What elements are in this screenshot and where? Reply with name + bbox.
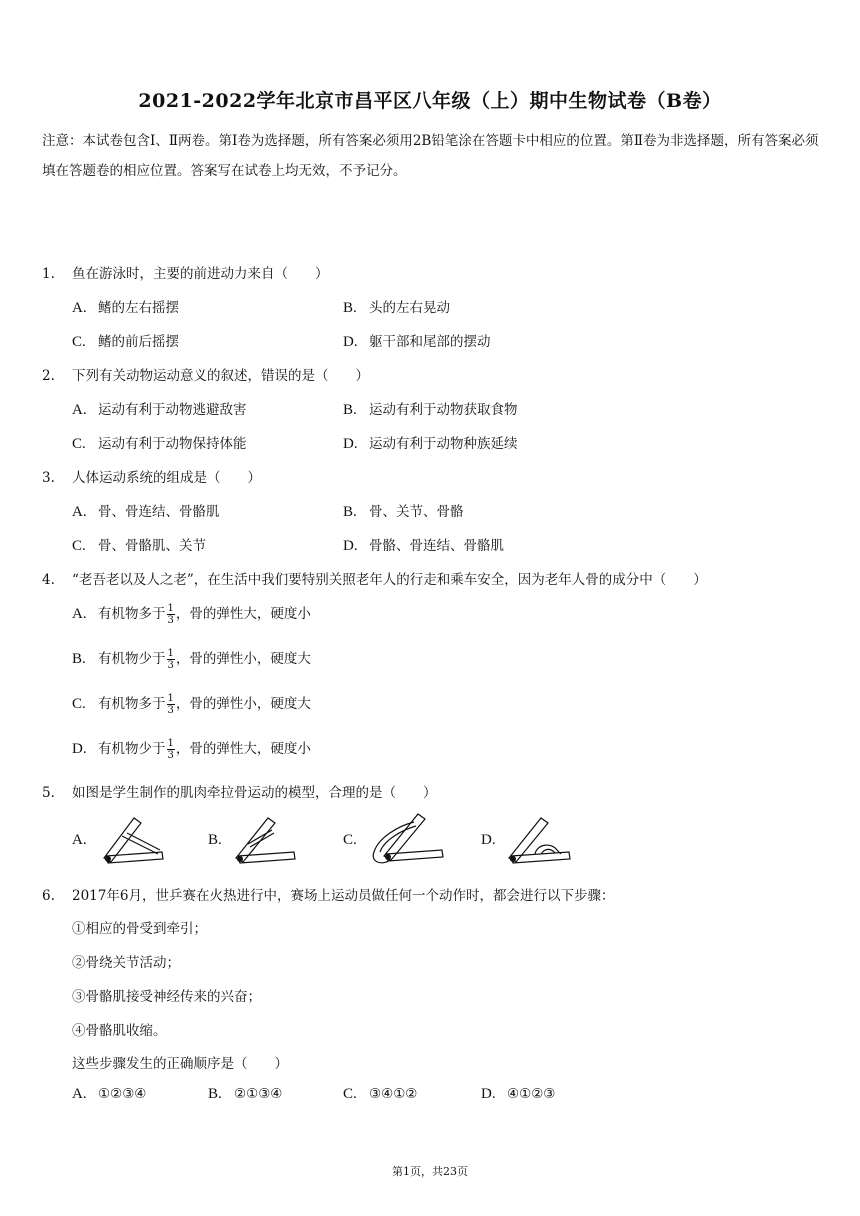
- joint-icon: [237, 856, 243, 862]
- option-2d[interactable]: D. 运动有利于动物种族延续: [343, 436, 518, 452]
- question-stem: 2017年6月，世乒赛在火热进行中，赛场上运动员做任何一个动作时，都会进行以下步骤：: [72, 888, 615, 904]
- option-1c[interactable]: C. 鳍的前后摇摆: [72, 334, 179, 350]
- fraction-one-third: $\frac{1}{3}$: [167, 693, 174, 716]
- option-2c[interactable]: C. 运动有利于动物保持体能: [72, 436, 247, 452]
- option-4b[interactable]: B. 有机物少于 $\frac{1}{3}$ ，骨的弹性小，硬度大: [72, 648, 311, 671]
- option-3a[interactable]: A. 骨、骨连结、骨骼肌: [72, 504, 220, 520]
- page-footer: 第1页，共23页: [392, 1165, 468, 1178]
- option-5c[interactable]: C.: [343, 832, 357, 848]
- option-4d[interactable]: D. 有机物少于 $\frac{1}{3}$ ，骨的弹性大，硬度小: [72, 738, 311, 761]
- question-5: [42, 781, 437, 801]
- option-6a[interactable]: A. ①②③④: [72, 1086, 147, 1102]
- option-1a[interactable]: A. 鳍的左右摇摆: [72, 300, 179, 316]
- question-number: 4.: [42, 572, 55, 588]
- option-3d[interactable]: D. 骨骼、骨连结、骨骼肌: [343, 538, 504, 554]
- joint-icon: [510, 856, 516, 862]
- option-3c[interactable]: C. 骨、骨骼肌、关节: [72, 538, 206, 554]
- option-6c[interactable]: C. ③④①②: [343, 1086, 418, 1102]
- step-4: ④骨骼肌收缩。: [72, 1023, 167, 1039]
- question-stem: 下列有关动物运动意义的叙述，错误的是（ ）: [72, 368, 369, 384]
- option-3b[interactable]: B. 骨、关节、骨骼: [343, 504, 464, 520]
- muscle-a: [122, 836, 158, 854]
- question-6: [42, 884, 614, 904]
- question-number: 5.: [42, 785, 55, 801]
- fraction-one-third: $\frac{1}{3}$: [167, 648, 174, 671]
- option-2b[interactable]: B. 运动有利于动物获取食物: [343, 402, 518, 418]
- muscle-model-a-figure: [100, 814, 166, 868]
- question-number: 2.: [42, 368, 55, 384]
- question-4: [42, 568, 707, 588]
- question-stem: 人体运动系统的组成是（ ）: [72, 470, 261, 486]
- option-5d[interactable]: D.: [481, 832, 496, 848]
- question-number: 1.: [42, 266, 55, 282]
- option-1b[interactable]: B. 头的左右晃动: [343, 300, 450, 316]
- muscle-model-d-figure: [505, 814, 575, 868]
- question-1: [42, 262, 329, 282]
- question-stem: 如图是学生制作的肌肉牵拉骨运动的模型，合理的是（ ）: [72, 785, 437, 801]
- option-4c[interactable]: C. 有机物多于 $\frac{1}{3}$ ，骨的弹性小，硬度大: [72, 693, 311, 716]
- option-4a[interactable]: A. 有机物多于 $\frac{1}{3}$ ，骨的弹性大，硬度小: [72, 603, 311, 626]
- step-3: ③骨骼肌接受神经传来的兴奋；: [72, 989, 261, 1005]
- option-5b[interactable]: B.: [208, 832, 222, 848]
- question-number: 3.: [42, 470, 55, 486]
- step-2: ②骨绕关节活动；: [72, 955, 180, 971]
- option-1d[interactable]: D. 躯干部和尾部的摆动: [343, 334, 491, 350]
- question-number: 6.: [42, 888, 55, 904]
- question-2: [42, 364, 369, 384]
- option-5a[interactable]: A.: [72, 832, 87, 848]
- option-2a[interactable]: A. 运动有利于动物逃避敌害: [72, 402, 247, 418]
- muscle-model-c-figure: [368, 810, 446, 870]
- page-title: 2021-2022学年北京市昌平区八年级（上）期中生物试卷（B卷）: [138, 90, 722, 112]
- exam-notice: 注意：本试卷包含Ⅰ、Ⅱ两卷。第Ⅰ卷为选择题，所有答案必须用2B铅笔涂在答题卡中相应的位置。第Ⅱ卷为非选择题，所有答案必须填在答题卷的相应位置。答案写在试卷上均无效，不予记分。: [42, 133, 819, 179]
- option-6d[interactable]: D. ④①②③: [481, 1086, 556, 1102]
- fraction-one-third: $\frac{1}{3}$: [167, 603, 174, 626]
- joint-icon: [385, 854, 391, 860]
- muscle-model-b-figure: [232, 814, 298, 868]
- option-6b[interactable]: B. ②①③④: [208, 1086, 283, 1102]
- fraction-one-third: $\frac{1}{3}$: [167, 738, 174, 761]
- question-3: [42, 466, 261, 486]
- question-6-ask: 这些步骤发生的正确顺序是（ ）: [72, 1056, 288, 1072]
- step-1: ①相应的骨受到牵引；: [72, 921, 207, 937]
- joint-icon: [105, 856, 111, 862]
- question-stem: “老吾老以及人之老”，在生活中我们要特别关照老年人的行走和乘车安全，因为老年人骨的成分中（ ）: [72, 572, 707, 588]
- question-stem: 鱼在游泳时，主要的前进动力来自（ ）: [72, 266, 329, 282]
